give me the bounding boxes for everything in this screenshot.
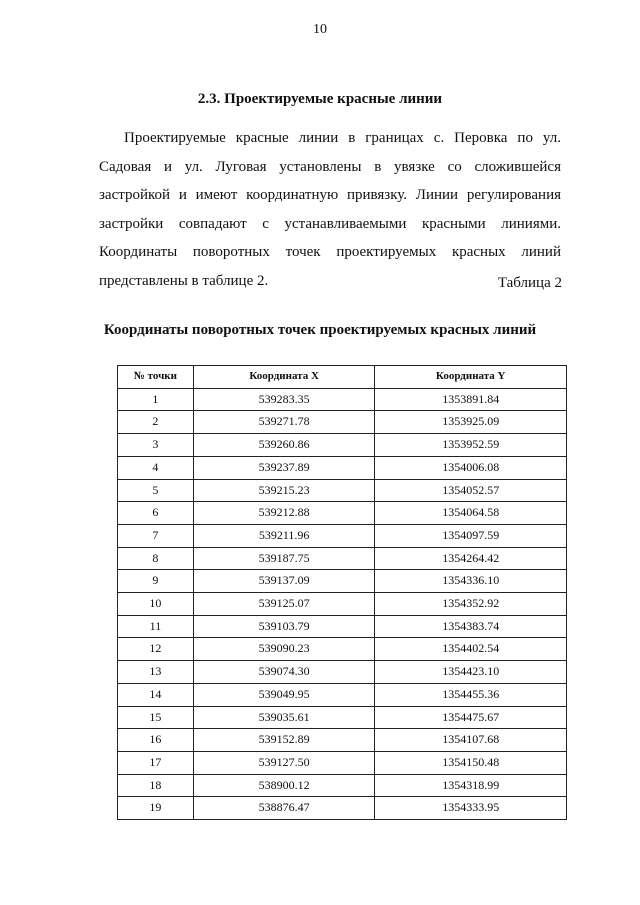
table-row [118, 456, 567, 479]
table-row [118, 524, 567, 547]
coordinate-y-cell: 1354150.48 [375, 751, 567, 774]
coordinate-y-cell: 1354423.10 [375, 661, 567, 684]
coordinate-x-cell: 539035.61 [193, 706, 375, 729]
header-coordinate-y: Координата Y [375, 366, 567, 389]
coordinate-y-cell: 1353925.09 [375, 411, 567, 434]
coordinate-x-cell: 539125.07 [193, 593, 375, 616]
coordinate-x-cell: 539283.35 [193, 388, 375, 411]
coordinates-table [117, 365, 567, 820]
table-row [118, 729, 567, 752]
point-number-cell: 1 [118, 388, 194, 411]
point-number-cell: 13 [118, 661, 194, 684]
coordinate-x-cell: 539271.78 [193, 411, 375, 434]
header-point-number: № точки [118, 366, 194, 389]
point-number-cell: 8 [118, 547, 194, 570]
coordinate-y-cell: 1354383.74 [375, 615, 567, 638]
coordinate-x-cell: 539211.96 [193, 524, 375, 547]
table-row [118, 593, 567, 616]
coordinate-y-cell: 1353891.84 [375, 388, 567, 411]
point-number-cell: 9 [118, 570, 194, 593]
table-row [118, 683, 567, 706]
coordinate-x-cell: 539260.86 [193, 434, 375, 457]
coordinate-y-cell: 1354475.67 [375, 706, 567, 729]
table-title: Координаты поворотных точек проектируемых красных линий [103, 322, 537, 338]
coordinate-x-cell: 539127.50 [193, 751, 375, 774]
header-coordinate-x: Координата X [193, 366, 375, 389]
table-row [118, 774, 567, 797]
coordinate-y-cell: 1354107.68 [375, 729, 567, 752]
coordinate-x-cell: 539049.95 [193, 683, 375, 706]
point-number-cell: 10 [118, 593, 194, 616]
table-row [118, 411, 567, 434]
coordinate-y-cell: 1354402.54 [375, 638, 567, 661]
page-number: 10 [313, 22, 327, 37]
coordinate-x-cell: 539237.89 [193, 456, 375, 479]
coordinate-x-cell: 538900.12 [193, 774, 375, 797]
point-number-cell: 15 [118, 706, 194, 729]
coordinate-x-cell: 539187.75 [193, 547, 375, 570]
table-row [118, 751, 567, 774]
coordinate-y-cell: 1354064.58 [375, 502, 567, 525]
coordinate-y-cell: 1354006.08 [375, 456, 567, 479]
coordinate-x-cell: 539212.88 [193, 502, 375, 525]
table-row [118, 434, 567, 457]
coordinate-x-cell: 539215.23 [193, 479, 375, 502]
point-number-cell: 6 [118, 502, 194, 525]
coordinate-x-cell: 539090.23 [193, 638, 375, 661]
coordinate-y-cell: 1354336.10 [375, 570, 567, 593]
point-number-cell: 3 [118, 434, 194, 457]
table-row [118, 502, 567, 525]
coordinate-x-cell: 538876.47 [193, 797, 375, 820]
table-header-row [118, 366, 567, 389]
coordinate-y-cell: 1354264.42 [375, 547, 567, 570]
point-number-cell: 4 [118, 456, 194, 479]
coordinate-x-cell: 539152.89 [193, 729, 375, 752]
point-number-cell: 12 [118, 638, 194, 661]
point-number-cell: 19 [118, 797, 194, 820]
table-row [118, 615, 567, 638]
table-row [118, 388, 567, 411]
coordinate-x-cell: 539137.09 [193, 570, 375, 593]
table-row [118, 479, 567, 502]
point-number-cell: 14 [118, 683, 194, 706]
coordinate-y-cell: 1354352.92 [375, 593, 567, 616]
coordinate-x-cell: 539074.30 [193, 661, 375, 684]
table-row [118, 706, 567, 729]
table-row [118, 570, 567, 593]
section-heading: 2.3. Проектируемые красные линии [197, 91, 443, 107]
body-paragraph: Проектируемые красные линии в границах с. Перовка по ул. Садовая и ул. Луговая установлены в увязке со сложившейся застройкой и имеют координатную привязку. Линии регулирования застройки совпадают с устанавливаемыми красными линиями. Координаты поворотных точек проектируемых красных линий представлены в таблице 2. [99, 130, 561, 289]
point-number-cell: 5 [118, 479, 194, 502]
point-number-cell: 18 [118, 774, 194, 797]
point-number-cell: 7 [118, 524, 194, 547]
table-row [118, 638, 567, 661]
coordinate-y-cell: 1354455.36 [375, 683, 567, 706]
table-row [118, 661, 567, 684]
table-row [118, 797, 567, 820]
coordinate-y-cell: 1354052.57 [375, 479, 567, 502]
table-caption: Таблица 2 [497, 275, 562, 291]
point-number-cell: 17 [118, 751, 194, 774]
point-number-cell: 11 [118, 615, 194, 638]
table-row [118, 547, 567, 570]
coordinate-y-cell: 1354097.59 [375, 524, 567, 547]
point-number-cell: 16 [118, 729, 194, 752]
coordinate-x-cell: 539103.79 [193, 615, 375, 638]
point-number-cell: 2 [118, 411, 194, 434]
coordinate-y-cell: 1354318.99 [375, 774, 567, 797]
coordinate-y-cell: 1354333.95 [375, 797, 567, 820]
coordinate-y-cell: 1353952.59 [375, 434, 567, 457]
